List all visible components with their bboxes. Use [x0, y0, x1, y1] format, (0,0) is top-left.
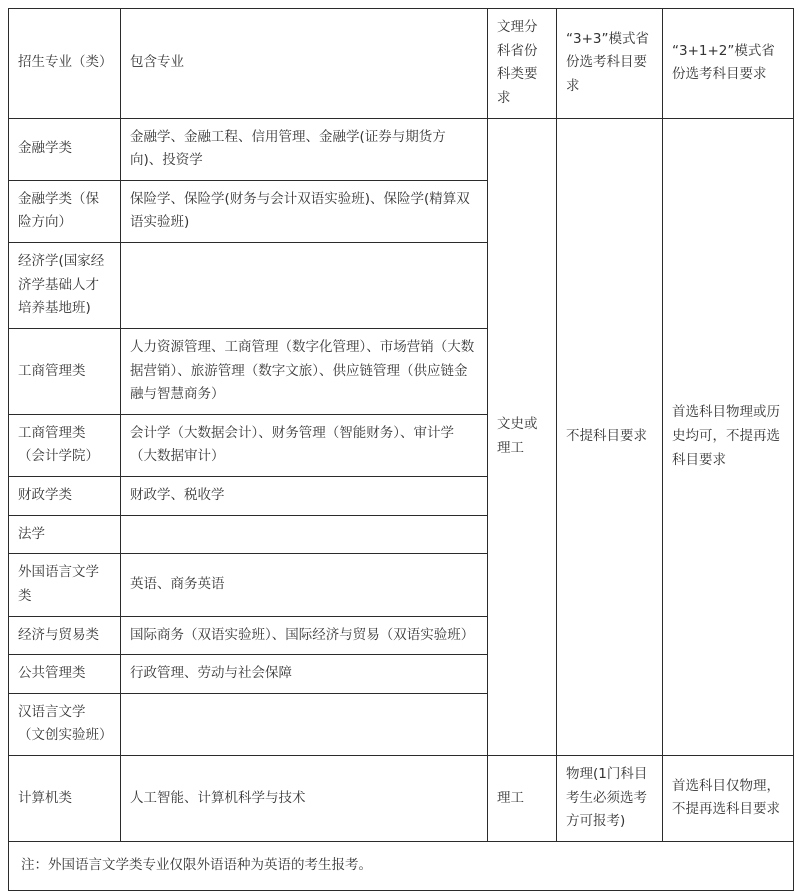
cell-mode33-merged: 不提科目要求: [557, 118, 663, 756]
cell-major: 财政学类: [9, 477, 121, 516]
cell-included: [121, 693, 488, 755]
cell-major: 外国语言文学类: [9, 554, 121, 616]
cell-included: 国际商务（双语实验班）、国际经济与贸易（双语实验班）: [121, 616, 488, 655]
header-major: 招生专业（类）: [9, 9, 121, 119]
cell-major: 工商管理类（会计学院）: [9, 414, 121, 476]
cell-major: 法学: [9, 515, 121, 554]
cell-included: [121, 243, 488, 329]
cell-mode33: 物理(1门科目考生必须选考方可报考): [557, 756, 663, 842]
cell-included: 金融学、金融工程、信用管理、金融学(证券与期货方向)、投资学: [121, 118, 488, 180]
cell-major: 汉语言文学（文创实验班）: [9, 693, 121, 755]
cell-included: 保险学、保险学(财务与会计双语实验班)、保险学(精算双语实验班): [121, 180, 488, 242]
admission-majors-table: [8, 8, 794, 891]
cell-major: 计算机类: [9, 756, 121, 842]
cell-major: 工商管理类: [9, 328, 121, 414]
table-note: 注：外国语言文学类专业仅限外语语种为英语的考生报考。: [9, 841, 794, 890]
header-mode-3plus3: “3+3”模式省份选考科目要求: [557, 9, 663, 119]
header-mode-3plus1plus2: “3+1+2”模式省份选考科目要求: [663, 9, 794, 119]
cell-mode312: 首选科目仅物理，不提再选科目要求: [663, 756, 794, 842]
cell-included: 英语、商务英语: [121, 554, 488, 616]
header-wenli-requirement: 文理分科省份科类要求: [488, 9, 557, 119]
table-note-row: [9, 841, 794, 890]
header-row: [9, 9, 794, 119]
cell-included: [121, 515, 488, 554]
cell-major: 经济与贸易类: [9, 616, 121, 655]
cell-wenli: 理工: [488, 756, 557, 842]
cell-wenli-merged: 文史或理工: [488, 118, 557, 756]
cell-included: 人力资源管理、工商管理（数字化管理）、市场营销（大数据营销）、旅游管理（数字文旅）、供应链管理（供应链金融与智慧商务）: [121, 328, 488, 414]
cell-included: 会计学（大数据会计）、财务管理（智能财务）、审计学（大数据审计）: [121, 414, 488, 476]
table-row: [9, 118, 794, 180]
table-row: [9, 756, 794, 842]
cell-included: 人工智能、计算机科学与技术: [121, 756, 488, 842]
cell-major: 公共管理类: [9, 655, 121, 694]
cell-major: 金融学类（保险方向）: [9, 180, 121, 242]
cell-major: 金融学类: [9, 118, 121, 180]
cell-major: 经济学(国家经济学基础人才培养基地班): [9, 243, 121, 329]
header-included-majors: 包含专业: [121, 9, 488, 119]
table-header: [9, 9, 794, 119]
table-body: [9, 118, 794, 890]
cell-included: 财政学、税收学: [121, 477, 488, 516]
cell-included: 行政管理、劳动与社会保障: [121, 655, 488, 694]
cell-mode312-merged: 首选科目物理或历史均可，不提再选科目要求: [663, 118, 794, 756]
